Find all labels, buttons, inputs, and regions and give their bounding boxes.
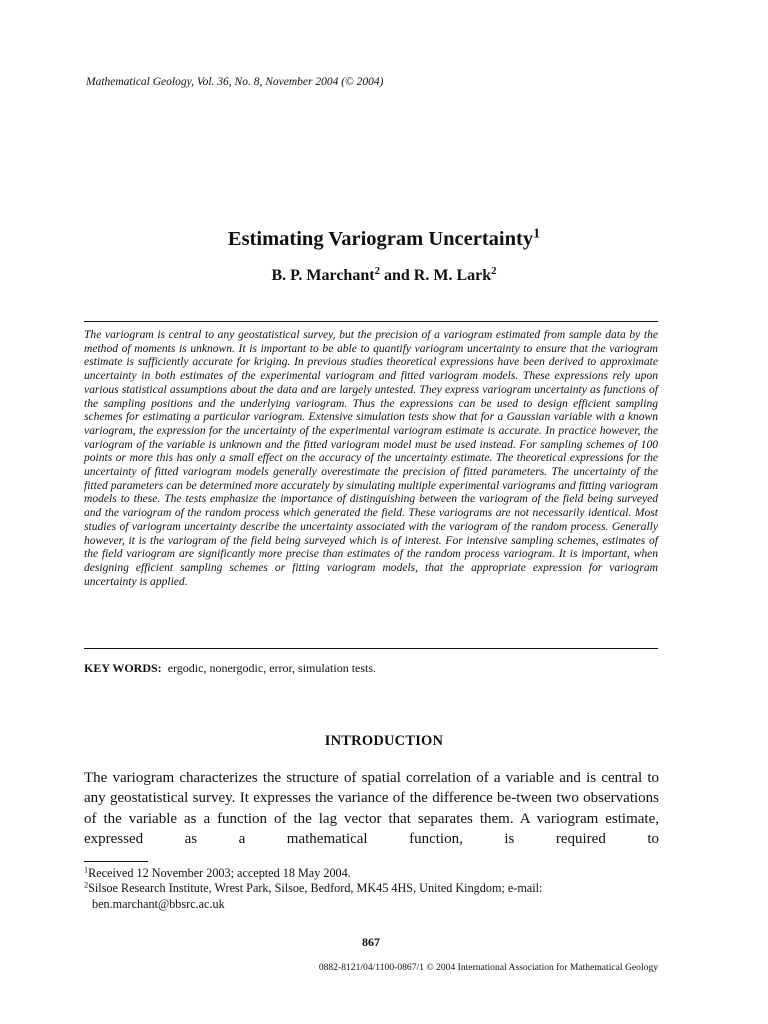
journal-header: Mathematical Geology, Vol. 36, No. 8, November 2004 (© 2004) [86, 76, 384, 88]
footnote-text: Silsoe Research Institute, Wrest Park, Silsoe, Bedford, MK45 4HS, United Kingdom; e-mail: [88, 881, 543, 896]
footnote-2 [84, 881, 659, 896]
footnote-2-email: ben.marchant@bbsrc.ac.uk [92, 896, 225, 911]
page-number: 867 [362, 935, 380, 949]
title-text: Estimating Variogram Uncertainty [227, 228, 534, 250]
author-name: R. M. Lark [413, 267, 492, 284]
author-name: B. P. Marchant [271, 267, 375, 284]
author-footnote-mark: 2 [491, 265, 497, 278]
section-heading: INTRODUCTION [324, 733, 444, 749]
footnote-text: Received 12 November 2003; accepted 18 May 2004. [88, 866, 351, 880]
abstract: The variogram is central to any geostatistical survey, but the precision of a variogram estimated from sample data by the method of moments is unknown. It is important to be able to quantify variogram uncertainty to ensure that the variogram estimate is sufficiently accurate for kriging. In previous studies theoretical expressions have been derived to approximate uncertainty in both estimates of the experimental variogram and fitted variogram models. These expressions rely upon various statistical assumptions about the data and are largely untested. They express variogram uncertainty as functions of the sampling positions and the underlying variogram. Thus the expressions can be used to design efficient sampling schemes for estimating a particular variogram. Extensive simulation tests show that for a Gaussian variable with a known variogram, the expression for the uncertainty of the experimental variogram estimate is accurate. In practice however, the variogram of the variable is unknown and the fitted variogram model must be used instead. For sampling schemes of 100 points or more this has only a small effect on the accuracy of the uncertainty estimate. The theoretical expressions for the uncertainty of fitted variogram models generally overestimate the precision of fitted parameters. The uncertainty of the fitted parameters can be determined more accurately by simulating multiple experimental variograms and fitting variogram models to these. The tests emphasize the importance of distinguishing between the variogram of the field being surveyed and the variogram of the random process which generated the field. These variograms are not necessarily identical. Most studies of variogram uncertainty describe the uncertainty associated with the variogram of the random process. Generally however, it is the variogram of the field being surveyed which is of interest. For intensive sampling schemes, estimates of the field variogram are significantly more precise than estimates of the random process variogram. It is important, when designing efficient sampling schemes or fitting variogram models, that the appropriate expression for variogram uncertainty is applied. [84, 329, 658, 588]
abstract-top-rule [84, 321, 658, 322]
keywords [84, 661, 658, 676]
intro-paragraph: The variogram characterizes the structure of spatial correlation of a variable and is central to any geostatistical survey. It expresses the variance of the difference be-tween two observations of the variable as a function of the lag vector that separates them. A variogram estimate, expressed as a mathematical function, is required to [84, 770, 659, 848]
copyright-line: 0882-8121/04/1100-0867/1 © 2004 International Association for Mathematical Geology [318, 962, 658, 973]
paper-title [0, 226, 768, 252]
author-list [0, 265, 768, 287]
title-footnote-mark: 1 [533, 226, 541, 242]
footnote-mark: 2 [84, 880, 89, 890]
footnotes [84, 866, 659, 912]
keywords-value: ergodic, nonergodic, error, simulation tests. [167, 661, 377, 675]
keywords-label: KEY WORDS: [84, 661, 162, 675]
author-footnote-mark: 2 [374, 265, 380, 278]
footnote-mark: 1 [84, 865, 89, 875]
abstract-bottom-rule [84, 648, 658, 649]
footnote-rule [84, 861, 148, 862]
footnote-1 [84, 866, 659, 881]
author-separator: and [384, 267, 410, 284]
